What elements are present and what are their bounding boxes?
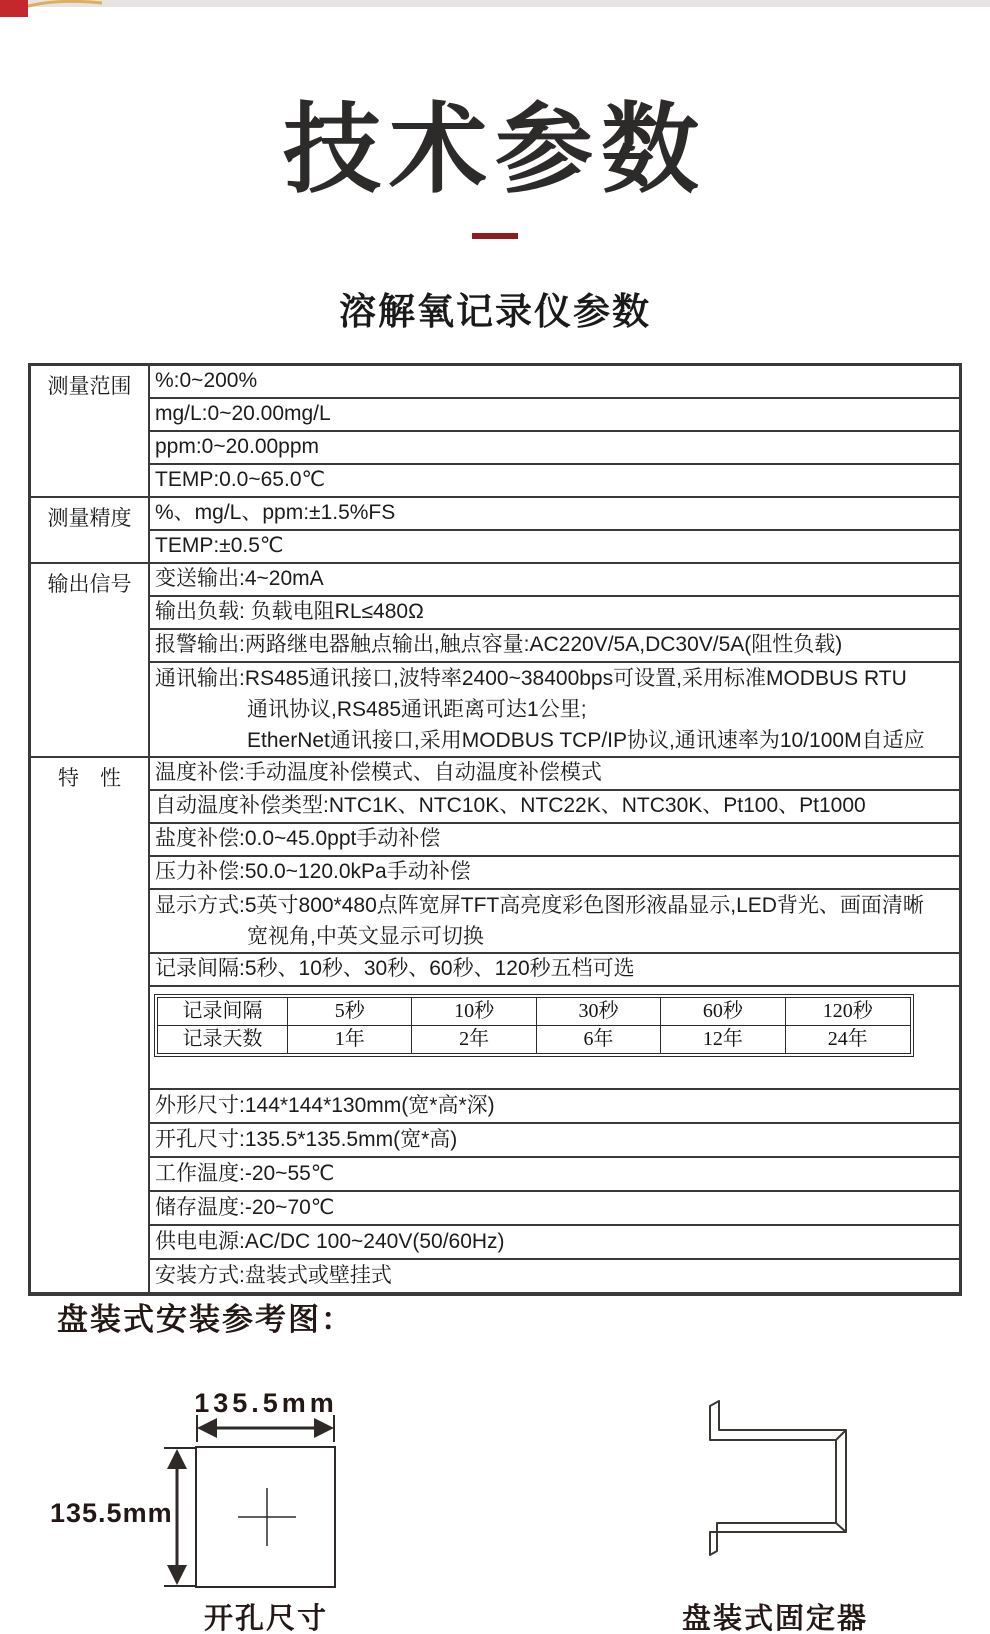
cutout-caption: 开孔尺寸: [203, 1603, 328, 1634]
spec-row: %:0~200%: [150, 366, 959, 399]
cutout-width-label: 135.5mm: [194, 1388, 338, 1418]
spec-row: ppm:0~20.00ppm: [150, 432, 959, 465]
record-table-block: [150, 987, 959, 1090]
spec-row: 供电电源:AC/DC 100~240V(50/60Hz): [150, 1226, 959, 1260]
section-label: 测量范围: [31, 366, 150, 496]
top-strip: [0, 0, 990, 7]
corner-red-tag: [0, 0, 28, 17]
spec-row-display: [150, 890, 959, 954]
record-cell: 记录间隔: [158, 998, 288, 1026]
section-label: 测量精度: [31, 498, 150, 562]
record-cell: 30秒: [537, 998, 661, 1026]
page-title: 技术参数: [282, 94, 707, 204]
spec-row: 变送输出:4~20mA: [150, 564, 959, 597]
record-cell: 24年: [827, 1027, 868, 1050]
record-table: [154, 994, 914, 1057]
spec-row: 报警输出:两路继电器触点输出,触点容量:AC220V/5A,DC30V/5A(阻性负载): [150, 630, 959, 663]
spec-row: 外形尺寸:144*144*130mm(宽*高*深): [150, 1090, 959, 1124]
display-line: 显示方式:5英寸800*480点阵宽屏TFT高亮度彩色图形液晶显示,LED背光、画面清晰: [155, 893, 924, 917]
record-cell: 记录天数: [158, 1026, 288, 1053]
spec-row: 工作温度:-20~55℃: [150, 1158, 959, 1192]
mounting-diagram: [0, 1330, 990, 1634]
section-measure-range: [31, 366, 959, 496]
comm-line: 通讯输出:RS485通讯接口,波特率2400~38400bps可设置,采用标准MODBUS RTU: [155, 666, 907, 690]
mounting-heading: 盘装式安装参考图：: [57, 1302, 354, 1337]
comm-line: 通讯协议,RS485通讯距离可达1公里;: [247, 697, 587, 721]
fixer-caption: 盘装式固定器: [681, 1603, 868, 1634]
section-measure-accuracy: [31, 496, 959, 562]
section-label: 特 性: [31, 758, 150, 1292]
spec-row: 安装方式:盘装式或壁挂式: [155, 1263, 392, 1287]
cutout-height-label: 135.5mm: [50, 1498, 173, 1528]
record-cell: 12年: [661, 1026, 785, 1053]
record-cell: 5秒: [288, 998, 412, 1026]
spec-row: 储存温度:-20~70℃: [150, 1192, 959, 1226]
cutout-and-fixer-drawing: [0, 1330, 990, 1634]
spec-row: mg/L:0~20.00mg/L: [150, 399, 959, 432]
record-cell: 6年: [537, 1026, 661, 1053]
comm-line: EtherNet通讯接口,采用MODBUS TCP/IP协议,通讯速率为10/100M自适应: [247, 728, 925, 752]
record-cell: 10秒: [412, 998, 536, 1026]
spec-row: 自动温度补偿类型:NTC1K、NTC10K、NTC22K、NTC30K、Pt100、Pt1000: [150, 791, 959, 824]
spec-row: TEMP:±0.5℃: [155, 533, 284, 557]
spec-table: [28, 363, 962, 1296]
spec-row: 温度补偿:手动温度补偿模式、自动温度补偿模式: [150, 758, 959, 791]
spec-row: 记录间隔:5秒、10秒、30秒、60秒、120秒五档可选: [150, 954, 959, 987]
spec-row: 输出负载: 负载电阻RL≤480Ω: [150, 597, 959, 630]
spec-row: %、mg/L、ppm:±1.5%FS: [150, 498, 959, 531]
page-subtitle: 溶解氧记录仪参数: [339, 290, 651, 332]
record-cell: 2年: [412, 1026, 536, 1053]
section-output-signal: [31, 562, 959, 756]
display-line: 宽视角,中英文显示可切换: [247, 924, 484, 948]
spec-row: 压力补偿:50.0~120.0kPa手动补偿: [150, 857, 959, 890]
record-cell: 1年: [288, 1026, 412, 1053]
title-divider: [472, 233, 518, 239]
spec-row-comm: [150, 663, 959, 756]
section-features: [31, 756, 959, 1292]
spec-row: TEMP:0.0~65.0℃: [155, 467, 326, 491]
spec-row: 盐度补偿:0.0~45.0ppt手动补偿: [150, 824, 959, 857]
spec-row: 开孔尺寸:135.5*135.5mm(宽*高): [150, 1124, 959, 1158]
record-cell: 120秒: [786, 998, 910, 1026]
gold-swoosh-icon: [18, 0, 108, 10]
record-cell: 60秒: [661, 998, 785, 1026]
section-label: 输出信号: [31, 564, 150, 756]
